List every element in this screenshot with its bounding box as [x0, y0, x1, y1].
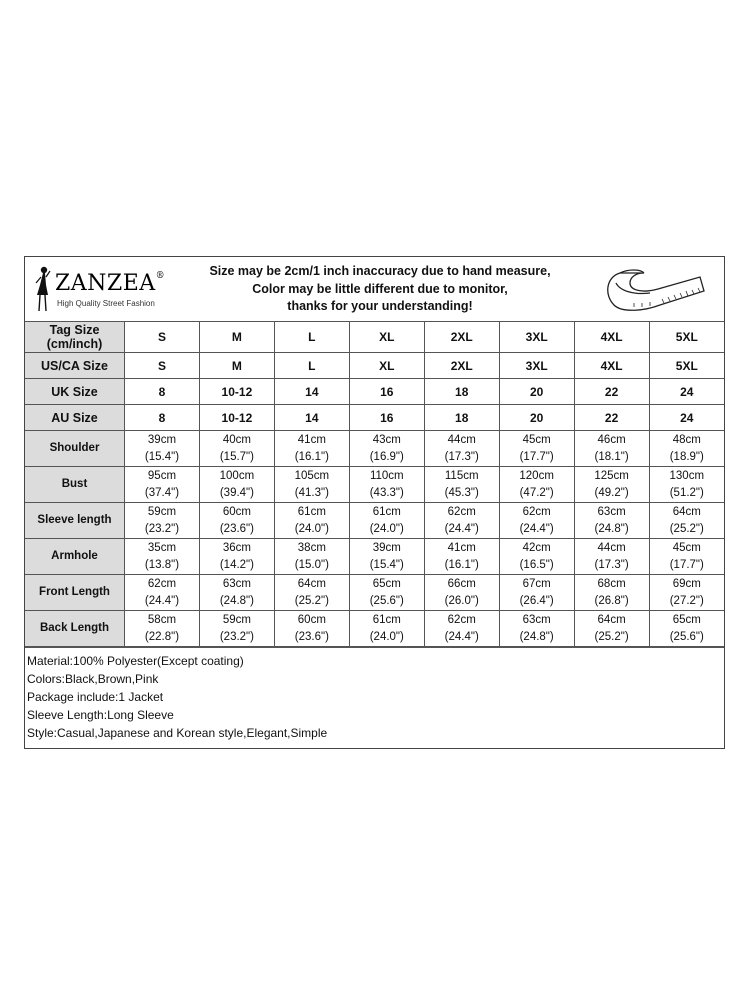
inch-value: (45.3")	[444, 486, 479, 499]
inch-value: (24.8")	[519, 630, 554, 643]
cm-value: 39cm	[147, 433, 177, 446]
size-value-cell: 4XL	[574, 353, 649, 379]
inch-value: (25.2")	[294, 594, 329, 607]
inch-value: (25.2")	[669, 522, 704, 535]
measurement-cell	[424, 503, 499, 539]
cm-value: 64cm	[672, 505, 701, 518]
inch-value: (24.4")	[519, 522, 554, 535]
inch-value: (47.2")	[519, 486, 554, 499]
size-value-cell: 20	[499, 379, 574, 405]
inch-value: (15.4")	[144, 450, 180, 463]
cm-value: 41cm	[297, 433, 326, 446]
row-label: Tag Size (cm/inch)	[25, 322, 125, 353]
measurement-cell	[649, 611, 724, 647]
cm-value: 59cm	[147, 505, 177, 518]
size-value-cell: 8	[125, 405, 200, 431]
measurement-cell	[199, 503, 274, 539]
description-line: Sleeve Length:Long Sleeve	[27, 708, 174, 722]
description-line: Package include:1 Jacket	[27, 690, 164, 704]
size-value-cell: L	[274, 353, 349, 379]
size-cell: 3XL	[499, 322, 574, 353]
measurement-cell	[649, 503, 724, 539]
measurement-cell	[349, 539, 424, 575]
measurement-cell	[125, 503, 200, 539]
description-line: Style:Casual,Japanese and Korean style,Elegant,Simple	[27, 726, 328, 740]
cm-value: 60cm	[297, 613, 326, 626]
measurement-row	[25, 539, 724, 575]
size-value-cell: 14	[274, 379, 349, 405]
brand-logo	[31, 263, 201, 315]
size-row	[25, 353, 724, 379]
cm-value: 35cm	[147, 541, 177, 554]
row-label: Armhole	[25, 539, 125, 575]
inch-value: (16.1")	[294, 450, 329, 463]
inch-value: (27.2")	[669, 594, 704, 607]
cm-value: 44cm	[597, 541, 626, 554]
measurement-cell	[199, 467, 274, 503]
measurement-cell	[349, 503, 424, 539]
measurement-cell	[499, 503, 574, 539]
inch-value: (24.8")	[594, 522, 629, 535]
cm-value: 63cm	[522, 613, 551, 626]
measurement-cell	[424, 575, 499, 611]
row-label: US/CA Size	[25, 353, 125, 379]
measurement-cell	[424, 611, 499, 647]
size-value-cell: 3XL	[499, 353, 574, 379]
size-value-cell: 10-12	[199, 379, 274, 405]
size-row	[25, 379, 724, 405]
inch-value: (18.9")	[669, 450, 704, 463]
cm-value: 105cm	[294, 469, 330, 482]
measurement-cell	[199, 431, 274, 467]
inch-value: (24.0")	[294, 522, 329, 535]
inch-value: (24.0")	[369, 630, 404, 643]
measurement-cell	[574, 503, 649, 539]
inch-value: (25.6")	[669, 630, 704, 643]
cm-value: 62cm	[147, 577, 177, 590]
notice-line: Size may be 2cm/1 inch inaccuracy due to hand measure,	[209, 264, 551, 278]
inch-value: (41.3")	[294, 486, 329, 499]
notice-line: thanks for your understanding!	[287, 299, 473, 313]
measurement-row	[25, 611, 724, 647]
inch-value: (25.2")	[594, 630, 629, 643]
measurement-cell	[274, 431, 349, 467]
inch-value: (25.6")	[369, 594, 404, 607]
cm-value: 125cm	[594, 469, 629, 482]
size-value-cell: 22	[574, 405, 649, 431]
description-line: Material:100% Polyester(Except coating)	[27, 654, 244, 668]
measurement-cell	[274, 575, 349, 611]
cm-value: 61cm	[372, 613, 401, 626]
size-cell: XL	[349, 322, 424, 353]
size-row	[25, 405, 724, 431]
cm-value: 65cm	[672, 613, 701, 626]
inch-value: (22.8")	[144, 630, 180, 643]
cm-value: 68cm	[597, 577, 626, 590]
cm-value: 45cm	[672, 541, 701, 554]
inch-value: (24.4")	[444, 522, 479, 535]
size-chart	[24, 256, 725, 749]
measurement-cell	[649, 539, 724, 575]
inch-value: (23.6")	[219, 522, 254, 535]
cm-value: 38cm	[297, 541, 326, 554]
row-label: Bust	[25, 467, 125, 503]
inch-value: (17.7")	[669, 558, 704, 571]
inch-value: (24.4")	[144, 594, 180, 607]
size-value-cell: S	[125, 353, 200, 379]
cm-value: 69cm	[672, 577, 701, 590]
cm-value: 66cm	[447, 577, 476, 590]
inch-value: (23.2")	[219, 630, 254, 643]
measurement-cell	[649, 431, 724, 467]
product-description	[25, 647, 724, 748]
measurement-row	[25, 575, 724, 611]
cm-value: 46cm	[597, 433, 626, 446]
measurement-cell	[125, 539, 200, 575]
measurement-cell	[424, 431, 499, 467]
inch-value: (24.4")	[444, 630, 479, 643]
measurement-row	[25, 431, 724, 467]
size-value-cell: 10-12	[199, 405, 274, 431]
cm-value: 48cm	[672, 433, 701, 446]
row-label: Shoulder	[25, 431, 125, 467]
size-value-cell: 20	[499, 405, 574, 431]
inch-value: (23.6")	[294, 630, 329, 643]
inch-value: (16.9")	[369, 450, 404, 463]
cm-value: 63cm	[222, 577, 251, 590]
measurement-cell	[349, 431, 424, 467]
cm-value: 120cm	[519, 469, 554, 482]
size-value-cell: M	[199, 353, 274, 379]
measurement-cell	[649, 467, 724, 503]
inch-value: (23.2")	[144, 522, 180, 535]
cm-value: 63cm	[597, 505, 626, 518]
measurement-cell	[424, 539, 499, 575]
cm-value: 95cm	[147, 469, 177, 482]
inch-value: (17.3")	[594, 558, 629, 571]
inch-value: (43.3")	[369, 486, 404, 499]
measurement-notice	[200, 263, 560, 316]
inch-value: (51.2")	[669, 486, 704, 499]
inch-value: (24.8")	[219, 594, 254, 607]
measurement-cell	[499, 467, 574, 503]
cm-value: 61cm	[372, 505, 401, 518]
cm-value: 62cm	[447, 505, 476, 518]
cm-value: 45cm	[522, 433, 551, 446]
measurement-cell	[274, 503, 349, 539]
inch-value: (16.1")	[444, 558, 479, 571]
size-value-cell: 18	[424, 379, 499, 405]
cm-value: 115cm	[444, 469, 479, 482]
size-value-cell: 18	[424, 405, 499, 431]
size-value-cell: 2XL	[424, 353, 499, 379]
size-value-cell: 5XL	[649, 353, 724, 379]
measurement-cell	[499, 431, 574, 467]
measurement-cell	[274, 467, 349, 503]
notice-line: Color may be little different due to monitor,	[252, 281, 508, 296]
cm-value: 36cm	[222, 541, 251, 554]
cm-value: 40cm	[222, 433, 251, 446]
measurement-cell	[125, 611, 200, 647]
inch-value: (26.0")	[444, 594, 479, 607]
cm-value: 60cm	[222, 505, 251, 518]
cm-value: 65cm	[372, 577, 401, 590]
row-label: Back Length	[25, 611, 125, 647]
measurement-cell	[125, 575, 200, 611]
size-value-cell: 24	[649, 405, 724, 431]
measurement-cell	[274, 611, 349, 647]
measurement-cell	[499, 539, 574, 575]
size-value-cell: 24	[649, 379, 724, 405]
inch-value: (15.7")	[219, 450, 254, 463]
cm-value: 64cm	[297, 577, 326, 590]
cm-value: 62cm	[522, 505, 551, 518]
inch-value: (16.5")	[519, 558, 554, 571]
size-cell: S	[125, 322, 200, 353]
inch-value: (39.4")	[219, 486, 254, 499]
size-value-cell: 8	[125, 379, 200, 405]
inch-value: (15.0")	[294, 558, 329, 571]
description-line: Colors:Black,Brown,Pink	[27, 672, 159, 686]
size-cell: L	[274, 322, 349, 353]
measurement-cell	[349, 611, 424, 647]
size-value-cell: XL	[349, 353, 424, 379]
measurement-cell	[574, 611, 649, 647]
size-value-cell: 16	[349, 405, 424, 431]
size-cell: M	[199, 322, 274, 353]
measurement-cell	[499, 611, 574, 647]
measurement-cell	[574, 431, 649, 467]
row-label: AU Size	[25, 405, 125, 431]
cm-value: 67cm	[522, 577, 551, 590]
measuring-tape-icon	[600, 261, 712, 317]
size-value-cell: 22	[574, 379, 649, 405]
brand-name: ZANZEA®	[55, 271, 166, 296]
measurement-cell	[199, 539, 274, 575]
measurement-cell	[274, 539, 349, 575]
cm-value: 61cm	[297, 505, 326, 518]
chart-header	[25, 257, 724, 322]
cm-value: 110cm	[369, 469, 404, 482]
brand-tagline: High Quality Street Fashion	[57, 299, 155, 308]
cm-value: 43cm	[372, 433, 401, 446]
cm-value: 62cm	[447, 613, 476, 626]
measurement-cell	[574, 539, 649, 575]
cm-value: 39cm	[372, 541, 401, 554]
inch-value: (24.0")	[369, 522, 404, 535]
measurement-cell	[199, 611, 274, 647]
cm-value: 59cm	[222, 613, 251, 626]
inch-value: (49.2")	[594, 486, 629, 499]
cm-value: 64cm	[597, 613, 626, 626]
measurement-cell	[424, 467, 499, 503]
inch-value: (18.1")	[594, 450, 629, 463]
size-cell: 2XL	[424, 322, 499, 353]
inch-value: (13.8")	[144, 558, 180, 571]
cm-value: 44cm	[447, 433, 476, 446]
row-label: Sleeve length	[25, 503, 125, 539]
size-cell: 5XL	[649, 322, 724, 353]
fashion-figure-icon	[33, 265, 53, 313]
size-cell: 4XL	[574, 322, 649, 353]
measurement-row	[25, 467, 724, 503]
measurement-cell	[125, 467, 200, 503]
measurement-cell	[649, 575, 724, 611]
cm-value: 100cm	[219, 469, 255, 482]
cm-value: 130cm	[669, 469, 705, 482]
row-label: Front Length	[25, 575, 125, 611]
inch-value: (37.4")	[144, 486, 180, 499]
measurement-cell	[574, 467, 649, 503]
measurement-cell	[574, 575, 649, 611]
inch-value: (15.4")	[369, 558, 404, 571]
cm-value: 41cm	[447, 541, 476, 554]
size-table	[25, 322, 724, 647]
inch-value: (26.8")	[594, 594, 629, 607]
measurement-cell	[349, 467, 424, 503]
measurement-cell	[349, 575, 424, 611]
size-value-cell: 14	[274, 405, 349, 431]
cm-value: 58cm	[147, 613, 177, 626]
measurement-cell	[499, 575, 574, 611]
inch-value: (17.7")	[519, 450, 554, 463]
inch-value: (17.3")	[444, 450, 479, 463]
inch-value: (26.4")	[519, 594, 554, 607]
measurement-cell	[199, 575, 274, 611]
cm-value: 42cm	[522, 541, 551, 554]
inch-value: (14.2")	[219, 558, 254, 571]
size-value-cell: 16	[349, 379, 424, 405]
tag-size-row	[25, 322, 724, 353]
measurement-cell	[125, 431, 200, 467]
measurement-row	[25, 503, 724, 539]
row-label: UK Size	[25, 379, 125, 405]
